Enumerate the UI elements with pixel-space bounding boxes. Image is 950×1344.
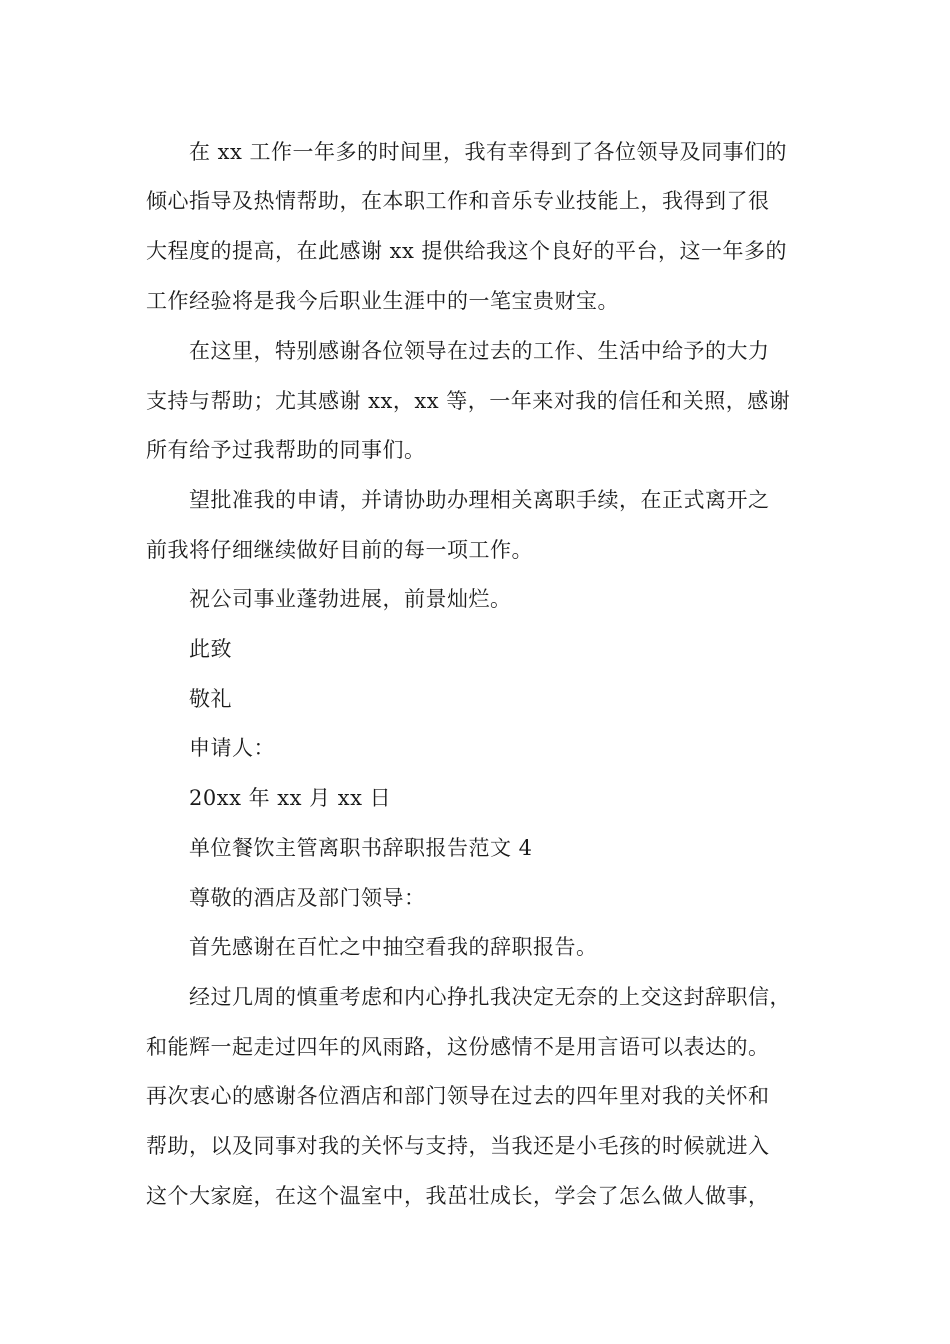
paragraph-line: 望批准我的申请，并请协助办理相关离职手续，在正式离开之	[189, 488, 770, 512]
paragraph-line: 首先感谢在百忙之中抽空看我的辞职报告。	[189, 935, 598, 959]
paragraph-line: 和能辉一起走过四年的风雨路，这份感情不是用言语可以表达的。	[146, 1035, 770, 1059]
closing-regards: 敬礼	[189, 687, 232, 711]
greeting-line: 尊敬的酒店及部门领导：	[189, 886, 426, 910]
paragraph-line: 在这里，特别感谢各位领导在过去的工作、生活中给予的大力	[189, 339, 770, 363]
closing-salutation: 此致	[189, 637, 232, 661]
paragraph-line: 大程度的提高，在此感谢 xx 提供给我这个良好的平台，这一年多的	[146, 239, 788, 263]
paragraph-line: 前我将仔细继续做好目前的每一项工作。	[146, 538, 533, 562]
paragraph-line: 工作经验将是我今后职业生涯中的一笔宝贵财宝。	[146, 289, 619, 313]
applicant-label: 申请人：	[189, 736, 275, 760]
section-title: 单位餐饮主管离职书辞职报告范文 4	[189, 836, 533, 860]
paragraph-line: 经过几周的慎重考虑和内心挣扎我决定无奈的上交这封辞职信，	[189, 985, 791, 1009]
paragraph-line: 所有给予过我帮助的同事们。	[146, 438, 426, 462]
date-line: 20xx 年 xx 月 xx 日	[189, 786, 392, 810]
paragraph-line: 倾心指导及热情帮助，在本职工作和音乐专业技能上，我得到了很	[146, 189, 770, 213]
paragraph-line: 帮助，以及同事对我的关怀与支持，当我还是小毛孩的时候就进入	[146, 1134, 770, 1158]
paragraph-line: 在 xx 工作一年多的时间里，我有幸得到了各位领导及同事们的	[189, 140, 788, 164]
paragraph-line: 祝公司事业蓬勃进展，前景灿烂。	[189, 587, 512, 611]
paragraph-line: 这个大家庭，在这个温室中，我茁壮成长，学会了怎么做人做事，	[146, 1184, 770, 1208]
paragraph-line: 支持与帮助；尤其感谢 xx，xx 等，一年来对我的信任和关照，感谢	[146, 389, 791, 413]
paragraph-line: 再次衷心的感谢各位酒店和部门领导在过去的四年里对我的关怀和	[146, 1084, 770, 1108]
